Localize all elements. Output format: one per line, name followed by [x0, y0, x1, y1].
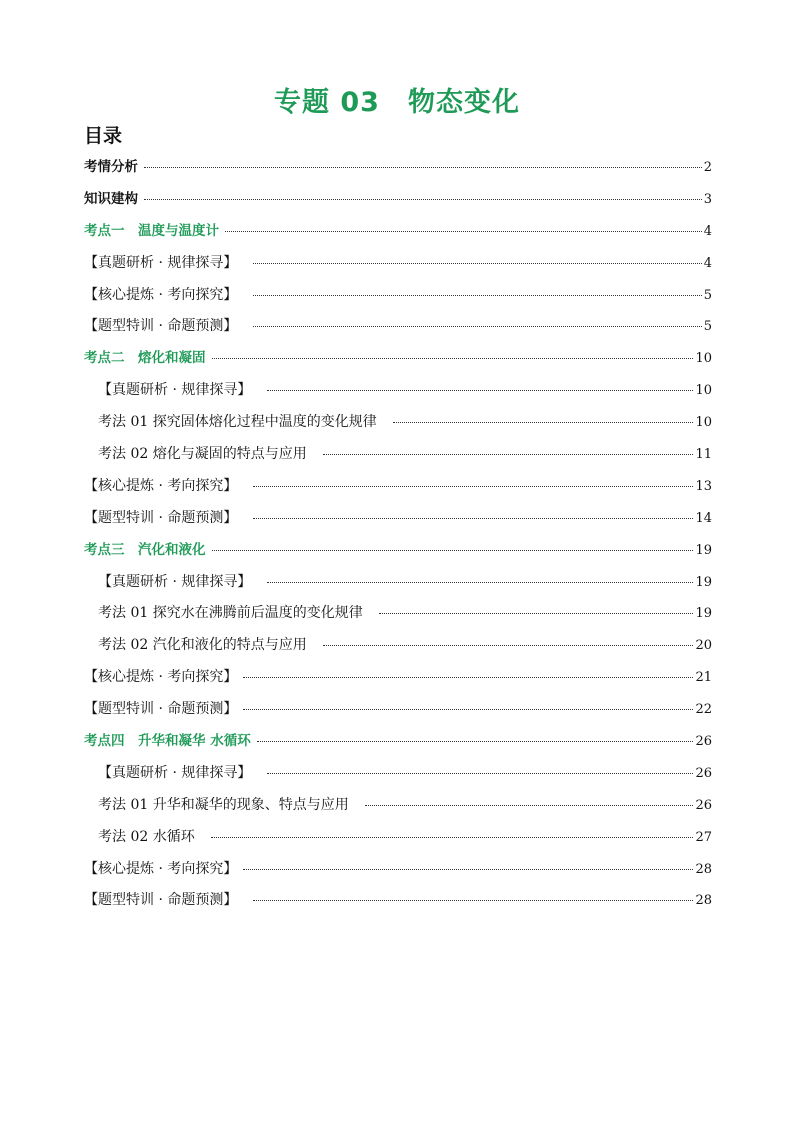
- toc-entry[interactable]: [84, 694, 712, 726]
- toc-dot-leader: [393, 422, 694, 423]
- toc-entry-page-number: 20: [695, 638, 712, 654]
- toc-entry[interactable]: [84, 471, 712, 503]
- toc-entry-page-number: 11: [695, 447, 712, 463]
- toc-entry[interactable]: [84, 662, 712, 694]
- toc-dot-leader: [225, 231, 702, 232]
- toc-entry-label: 【真题研析 · 规律探寻】: [84, 254, 238, 271]
- toc-entry-label: 考法 02 熔化与凝固的特点与应用: [98, 446, 307, 463]
- toc-entry[interactable]: [84, 280, 712, 312]
- toc-entry-page-number: 5: [703, 319, 712, 335]
- toc-entry-label: 考法 02 水循环: [98, 828, 195, 845]
- toc-dot-leader: [253, 263, 701, 264]
- toc-entry-label: 考点四 升华和凝华 水循环: [84, 733, 251, 750]
- toc-entry-page-number: 26: [695, 734, 712, 750]
- toc-entry-page-number: 26: [695, 765, 712, 781]
- toc-entry[interactable]: [84, 248, 712, 280]
- toc-dot-leader: [379, 613, 694, 614]
- toc-entry-page-number: 19: [695, 606, 712, 622]
- toc-entry[interactable]: [84, 567, 712, 599]
- toc-entry[interactable]: [84, 407, 712, 439]
- toc-dot-leader: [212, 550, 694, 551]
- toc-dot-leader: [243, 709, 693, 710]
- toc-entry-page-number: 10: [695, 383, 712, 399]
- toc-entry[interactable]: [84, 439, 712, 471]
- toc-entry[interactable]: [84, 216, 712, 248]
- toc-entry[interactable]: [84, 535, 712, 567]
- toc-entry[interactable]: [84, 598, 712, 630]
- toc-entry-page-number: 14: [695, 510, 712, 526]
- toc-entry-label: 【真题研析 · 规律探寻】: [98, 573, 252, 590]
- toc-entry-page-number: 27: [695, 829, 712, 845]
- toc-entry[interactable]: [84, 311, 712, 343]
- toc-entry-page-number: 28: [695, 861, 712, 877]
- toc-entry-label: 【核心提炼 · 考向探究】: [84, 477, 238, 494]
- toc-entry-label: 考法 01 探究水在沸腾前后温度的变化规律: [98, 605, 363, 622]
- toc-entry-page-number: 26: [695, 797, 712, 813]
- toc-dot-leader: [257, 741, 694, 742]
- toc-entry-label: 考法 01 升华和凝华的现象、特点与应用: [98, 796, 349, 813]
- toc-dot-leader: [144, 167, 702, 168]
- toc-dot-leader: [253, 486, 693, 487]
- toc-entry[interactable]: [84, 790, 712, 822]
- toc-entry-page-number: 4: [703, 255, 712, 271]
- page-title: 专题 03 物态变化: [274, 87, 520, 118]
- toc-entry-label: 【题型特训 · 命题预测】: [84, 701, 238, 718]
- toc-entry[interactable]: [84, 885, 712, 917]
- toc-entry-page-number: 4: [703, 223, 712, 239]
- toc-heading: 目录: [84, 125, 123, 147]
- toc-dot-leader: [267, 390, 693, 391]
- toc-dot-leader: [365, 805, 694, 806]
- toc-dot-leader: [253, 326, 701, 327]
- toc-entry-label: 考法 01 探究固体熔化过程中温度的变化规律: [98, 414, 377, 431]
- toc-entry-label: 【真题研析 · 规律探寻】: [98, 764, 252, 781]
- toc-entry-label: 【核心提炼 · 考向探究】: [84, 860, 238, 877]
- toc-entry[interactable]: [84, 152, 712, 184]
- toc-entry-label: 考点一 温度与温度计: [84, 222, 219, 239]
- toc-entry[interactable]: [84, 375, 712, 407]
- toc-entry-label: 【题型特训 · 命题预测】: [84, 318, 238, 335]
- toc-entry-label: 考情分析: [84, 159, 138, 175]
- toc-entry-label: 【题型特训 · 命题预测】: [84, 509, 238, 526]
- toc-dot-leader: [211, 837, 694, 838]
- toc-dot-leader: [323, 645, 694, 646]
- toc-entry[interactable]: [84, 630, 712, 662]
- toc-dot-leader: [253, 518, 693, 519]
- toc-entry-label: 【题型特训 · 命题预测】: [84, 892, 238, 909]
- toc-entry-page-number: 5: [703, 287, 712, 303]
- toc-entry-page-number: 2: [703, 160, 712, 175]
- toc-entry[interactable]: [84, 726, 712, 758]
- toc-entry-page-number: 3: [703, 191, 712, 207]
- toc-entry-page-number: 13: [695, 478, 712, 494]
- toc-dot-leader: [267, 773, 693, 774]
- toc-entry-page-number: 19: [695, 574, 712, 590]
- toc-dot-leader: [243, 869, 693, 870]
- toc-dot-leader: [253, 900, 693, 901]
- toc-entry-page-number: 22: [695, 702, 712, 718]
- toc-entry-label: 考点三 汽化和液化: [84, 541, 206, 558]
- toc-dot-leader: [323, 454, 694, 455]
- toc-entry-label: 知识建构: [84, 190, 138, 207]
- toc-entry-label: 【真题研析 · 规律探寻】: [98, 382, 252, 399]
- toc-dot-leader: [212, 358, 694, 359]
- toc-dot-leader: [243, 677, 693, 678]
- toc-entry[interactable]: [84, 758, 712, 790]
- toc-entry[interactable]: [84, 503, 712, 535]
- toc-entry-page-number: 10: [695, 415, 712, 431]
- toc-entry[interactable]: [84, 343, 712, 375]
- toc-entry[interactable]: [84, 184, 712, 216]
- toc-entry-page-number: 28: [695, 893, 712, 909]
- toc-entry-page-number: 21: [695, 670, 712, 686]
- toc-entry-label: 【核心提炼 · 考向探究】: [84, 669, 238, 686]
- toc-entry[interactable]: [84, 822, 712, 854]
- toc-entry-page-number: 19: [695, 542, 712, 558]
- toc-entry-label: 考法 02 汽化和液化的特点与应用: [98, 637, 307, 654]
- toc-dot-leader: [267, 582, 693, 583]
- toc-entry-label: 考点二 熔化和凝固: [84, 350, 206, 367]
- table-of-contents: [84, 152, 712, 917]
- toc-entry-page-number: 10: [695, 351, 712, 367]
- toc-entry-label: 【核心提炼 · 考向探究】: [84, 286, 238, 303]
- toc-dot-leader: [253, 295, 701, 296]
- toc-dot-leader: [144, 199, 702, 200]
- toc-entry[interactable]: [84, 854, 712, 886]
